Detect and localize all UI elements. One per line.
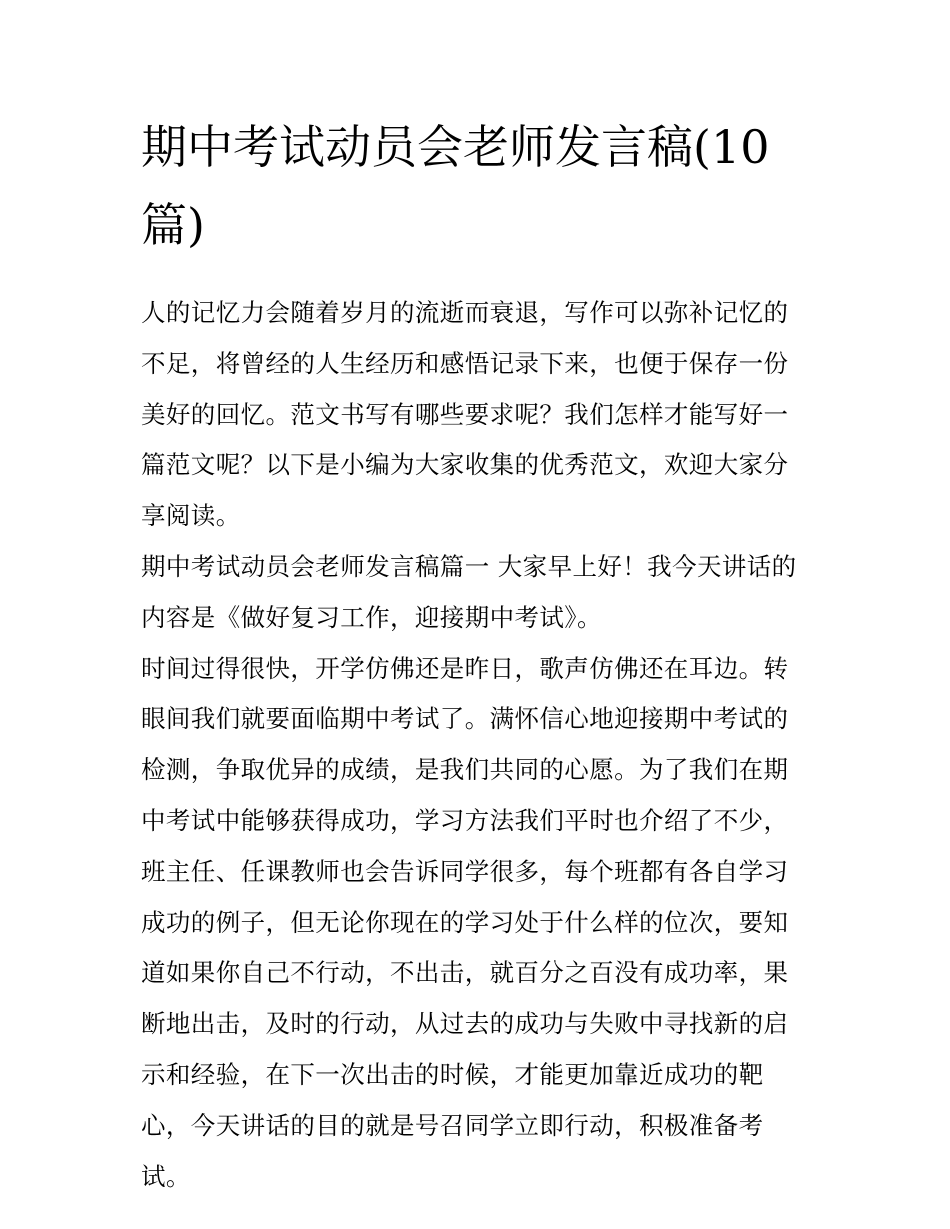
speech-opening-paragraph: 期中考试动员会老师发言稿篇一 大家早上好！我今天讲话的内容是《做好复习工作，迎接期中考试》。 [141, 551, 797, 632]
intro-paragraph: 人的记忆力会随着岁月的流逝而衰退，写作可以弥补记忆的不足，将曾经的人生经历和感悟记录下来，也便于保存一份美好的回忆。范文书写有哪些要求呢？我们怎样才能写好一篇范文呢？以下是小编为大家收集的优秀范文，欢迎大家分享阅读。 [141, 298, 789, 531]
document-title: 期中考试动员会老师发言稿(10篇) [141, 120, 770, 252]
document-body [141, 108, 813, 1202]
speech-body-paragraph: 时间过得很快，开学仿佛还是昨日，歌声仿佛还在耳边。转眼间我们就要面临期中考试了。满怀信心地迎接期中考试的检测，争取优异的成绩，是我们共同的心愿。为了我们在期中考试中能够获得成功，学习方法我们平时也介绍了不少，班主任、任课教师也会告诉同学很多，每个班都有各自学习成功的例子，但无论你现在的学习处于什么样的位次，要知道如果你自己不行动，不出击，就百分之百没有成功率，果断地出击，及时的行动，从过去的成功与失败中寻找新的启示和经验，在下一次出击的时候，才能更加靠近成功的靶心，今天讲话的目的就是号召同学立即行动，积极准备考试。 [141, 653, 789, 1191]
